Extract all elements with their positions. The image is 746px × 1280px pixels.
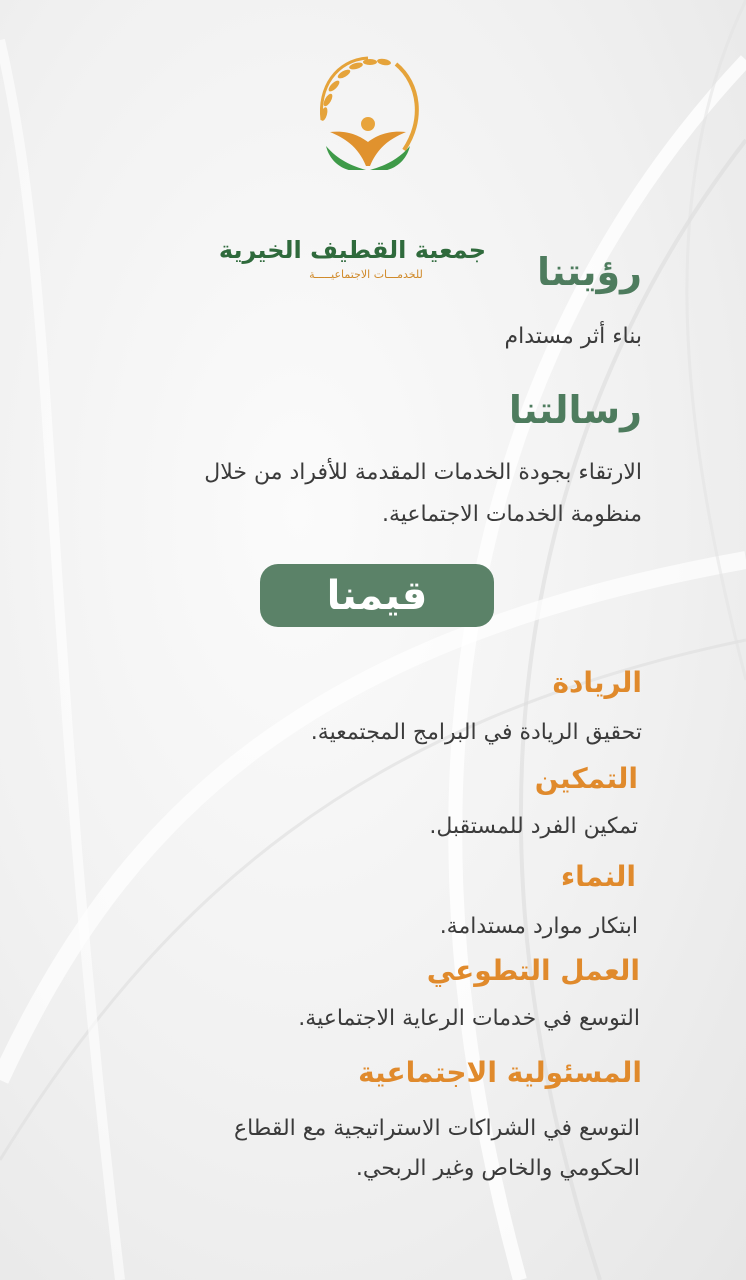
value-text-empowerment: تمكين الفرد للمستقبل. [429, 814, 638, 839]
vision-text: بناء أثر مستدام [504, 324, 642, 349]
value-title-empowerment: التمكين [534, 762, 638, 795]
value-title-volunteering: العمل التطوعي [426, 954, 640, 987]
mission-text-line2: منظومة الخدمات الاجتماعية. [381, 502, 642, 527]
mission-text-line1: الارتقاء بجودة الخدمات المقدمة للأفراد من خلال [204, 460, 642, 485]
value-text-growth: ابتكار موارد مستدامة. [439, 914, 638, 939]
vision-title: رؤيتنا [536, 250, 642, 294]
organization-name: جمعية القطيف الخيرية [218, 236, 486, 264]
value-text-social-responsibility-line2: الحكومي والخاص وغير الربحي. [355, 1156, 640, 1181]
value-text-social-responsibility-line1: التوسع في الشراكات الاستراتيجية مع القطاع [233, 1116, 640, 1141]
mission-title: رسالتنا [508, 388, 642, 432]
organization-logo [218, 50, 486, 281]
wheat-wreath-hands-figure-icon [308, 50, 428, 170]
values-title: قيمنا [326, 572, 428, 619]
value-title-leadership: الريادة [552, 666, 642, 699]
value-title-social-responsibility: المسئولية الاجتماعية [358, 1056, 642, 1089]
values-heading-badge [260, 564, 494, 627]
value-text-volunteering: التوسع في خدمات الرعاية الاجتماعية. [298, 1006, 640, 1031]
value-title-growth: النماء [560, 860, 636, 893]
value-text-leadership: تحقيق الريادة في البرامج المجتمعية. [310, 720, 642, 745]
organization-subtitle: للخدمـــات الاجتماعيـــــة [309, 268, 423, 281]
